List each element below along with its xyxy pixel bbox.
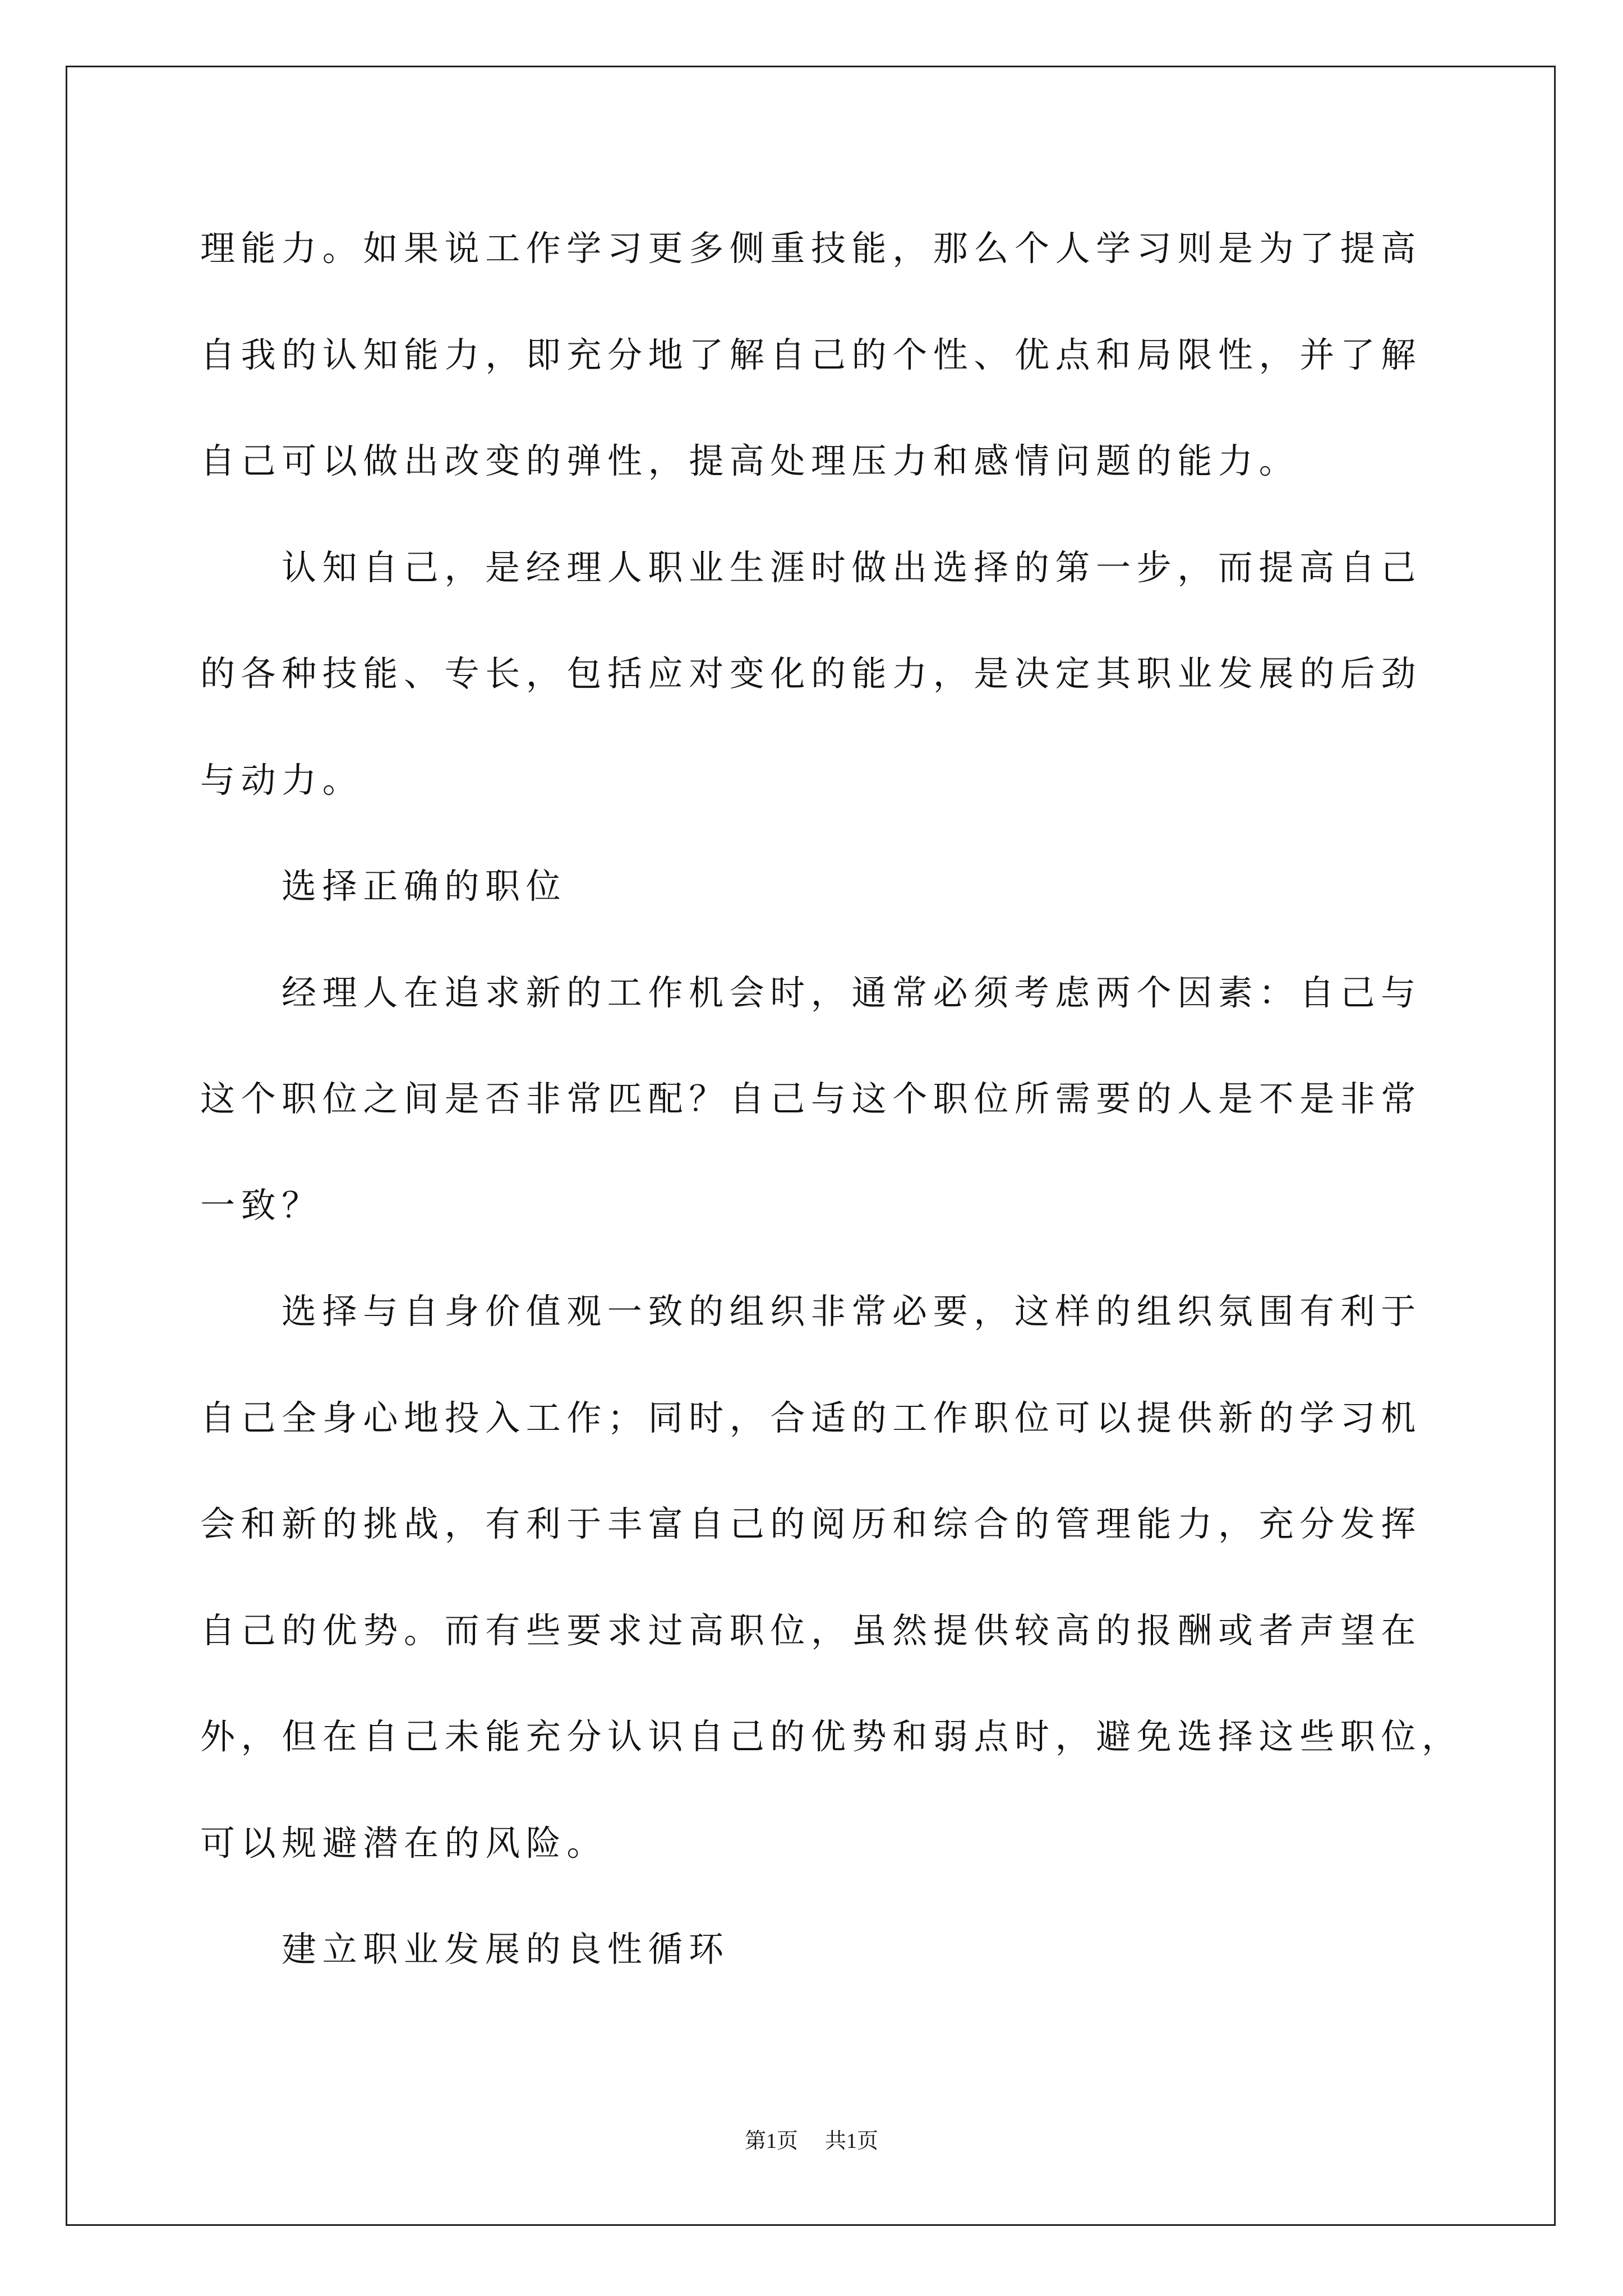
paragraph-first-line: 认知自己，是经理人职业生涯时做出选择的第一步，而提高自己 bbox=[282, 546, 1422, 588]
text-line: 与动力。 bbox=[200, 759, 363, 800]
text-line: 的各种技能、专长，包括应对变化的能力，是决定其职业发展的后劲 bbox=[200, 653, 1422, 694]
text-line: 自己可以做出改变的弹性，提高处理压力和感情问题的能力。 bbox=[200, 440, 1300, 481]
text-line: 这个职位之间是否非常匹配？自己与这个职位所需要的人是不是非常 bbox=[200, 1078, 1422, 1119]
text-line: 自我的认知能力，即充分地了解自己的个性、优点和局限性，并了解 bbox=[200, 334, 1422, 375]
section-heading: 建立职业发展的良性循环 bbox=[282, 1929, 730, 1970]
page-footer bbox=[0, 2127, 1623, 2155]
total-pages: 共1页 bbox=[825, 2129, 879, 2153]
text-line: 一致？ bbox=[200, 1184, 322, 1226]
document-body bbox=[200, 195, 1535, 2003]
paragraph-first-line: 选择与自身价值观一致的组织非常必要，这样的组织氛围有利于 bbox=[282, 1291, 1422, 1332]
current-page-number: 第1页 bbox=[744, 2129, 798, 2153]
text-line: 可以规避潜在的风险。 bbox=[200, 1822, 608, 1864]
text-line: 自己全身心地投入工作；同时，合适的工作职位可以提供新的学习机 bbox=[200, 1397, 1422, 1438]
text-line: 会和新的挑战，有利于丰富自己的阅历和综合的管理能力，充分发挥 bbox=[200, 1503, 1422, 1544]
paragraph-first-line: 经理人在追求新的工作机会时，通常必须考虑两个因素：自己与 bbox=[282, 972, 1422, 1013]
text-line: 外，但在自己未能充分认识自己的优势和弱点时，避免选择这些职位， bbox=[200, 1716, 1463, 1757]
text-line: 理能力。如果说工作学习更多侧重技能，那么个人学习则是为了提高 bbox=[200, 228, 1422, 269]
text-line: 自己的优势。而有些要求过高职位，虽然提供较高的报酬或者声望在 bbox=[200, 1609, 1422, 1651]
section-heading: 选择正确的职位 bbox=[282, 866, 567, 907]
